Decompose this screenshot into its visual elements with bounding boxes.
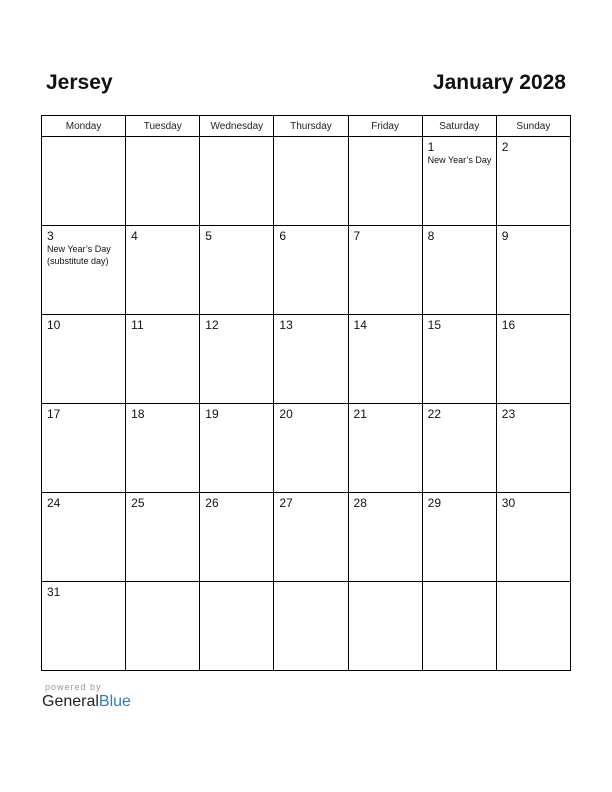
- day-cell: [422, 137, 496, 226]
- day-cell: [42, 226, 126, 315]
- day-cell: [200, 137, 274, 226]
- day-cell: [126, 137, 200, 226]
- day-number: 3: [47, 229, 54, 243]
- day-number: [126, 582, 199, 585]
- day-number: 1: [427, 140, 435, 154]
- day-number: 8: [427, 229, 435, 243]
- powered-by-text: powered by: [45, 682, 102, 692]
- day-number: 22: [427, 407, 442, 421]
- region-title: Jersey: [46, 71, 113, 94]
- generalblue-logo[interactable]: [42, 693, 131, 711]
- day-number: 13: [279, 318, 293, 332]
- day-number: 4: [131, 229, 138, 243]
- week-row: [42, 315, 571, 404]
- day-number: 28: [353, 496, 367, 510]
- day-number: 26: [205, 496, 219, 510]
- day-number: 30: [501, 496, 516, 510]
- week-row: [42, 493, 571, 582]
- day-cell: [274, 226, 348, 315]
- day-number: 5: [205, 229, 212, 243]
- day-number: [42, 137, 125, 140]
- weekday-header: Thursday: [274, 116, 348, 137]
- weekday-header: Sunday: [496, 116, 570, 137]
- footer-branding: [42, 682, 131, 711]
- day-cell: [422, 582, 496, 671]
- day-number: 21: [353, 407, 367, 421]
- day-cell: [200, 582, 274, 671]
- day-cell: [496, 404, 570, 493]
- day-number: 7: [353, 229, 361, 243]
- day-cell: [496, 582, 570, 671]
- weekday-header-row: [42, 116, 571, 137]
- day-number: 9: [501, 229, 509, 243]
- day-cell: [126, 226, 200, 315]
- day-cell: [348, 582, 422, 671]
- day-cell: [422, 315, 496, 404]
- day-number: 17: [47, 407, 61, 421]
- day-number: [349, 582, 422, 585]
- brand-general: General: [42, 693, 99, 710]
- day-cell: [422, 404, 496, 493]
- day-cell: [274, 315, 348, 404]
- day-number: 29: [427, 496, 442, 510]
- day-number: [274, 137, 347, 140]
- day-cell: [200, 226, 274, 315]
- day-cell: [126, 315, 200, 404]
- day-number: 25: [131, 496, 145, 510]
- day-number: 23: [501, 407, 516, 421]
- day-number: 31: [47, 585, 61, 599]
- day-cell: [42, 315, 126, 404]
- day-cell: [200, 493, 274, 582]
- day-cell: [496, 315, 570, 404]
- weekday-header: Saturday: [422, 116, 496, 137]
- week-row: [42, 582, 571, 671]
- day-number: [423, 582, 496, 585]
- day-number: 11: [131, 318, 144, 332]
- day-number: [126, 137, 199, 140]
- day-cell: [42, 582, 126, 671]
- day-number: 15: [427, 318, 442, 332]
- day-number: [274, 582, 347, 585]
- day-cell: [42, 137, 126, 226]
- day-number: 14: [353, 318, 367, 332]
- week-row: [42, 137, 571, 226]
- day-cell: [126, 582, 200, 671]
- day-number: 20: [279, 407, 293, 421]
- day-number: [497, 582, 570, 585]
- day-cell: [348, 137, 422, 226]
- day-cell: [42, 404, 126, 493]
- day-cell: [274, 404, 348, 493]
- day-number: 16: [501, 318, 516, 332]
- day-number: 18: [131, 407, 145, 421]
- weekday-header: Wednesday: [200, 116, 274, 137]
- week-row: [42, 226, 571, 315]
- calendar-grid: [41, 115, 571, 671]
- day-number: 6: [279, 229, 287, 243]
- day-cell: [274, 493, 348, 582]
- day-number: [200, 137, 273, 140]
- day-cell: [348, 315, 422, 404]
- day-cell: [200, 404, 274, 493]
- day-cell: [200, 315, 274, 404]
- day-cell: [348, 404, 422, 493]
- brand-blue: Blue: [98, 693, 131, 710]
- day-cell: [496, 137, 570, 226]
- day-cell: [42, 493, 126, 582]
- weekday-header: Monday: [42, 116, 126, 137]
- day-cell: [126, 404, 200, 493]
- day-number: 19: [205, 407, 219, 421]
- day-cell: [496, 493, 570, 582]
- day-cell: [274, 137, 348, 226]
- week-row: [42, 404, 571, 493]
- holiday-label: New Year’s Day (substitute day): [47, 244, 111, 266]
- day-cell: [348, 493, 422, 582]
- day-number: 24: [47, 496, 61, 510]
- day-cell: [348, 226, 422, 315]
- day-cell: [422, 493, 496, 582]
- day-number: [349, 137, 422, 140]
- month-year-title: January 2028: [432, 71, 566, 94]
- weekday-header: Friday: [348, 116, 422, 137]
- weekday-header: Tuesday: [126, 116, 200, 137]
- day-cell: [126, 493, 200, 582]
- day-number: 2: [501, 140, 509, 154]
- day-number: 27: [279, 496, 293, 510]
- day-cell: [422, 226, 496, 315]
- day-number: [200, 582, 273, 585]
- day-cell: [496, 226, 570, 315]
- day-number: 10: [47, 318, 61, 332]
- day-number: 12: [205, 318, 219, 332]
- holiday-label: New Year’s Day: [427, 155, 492, 165]
- day-cell: [274, 582, 348, 671]
